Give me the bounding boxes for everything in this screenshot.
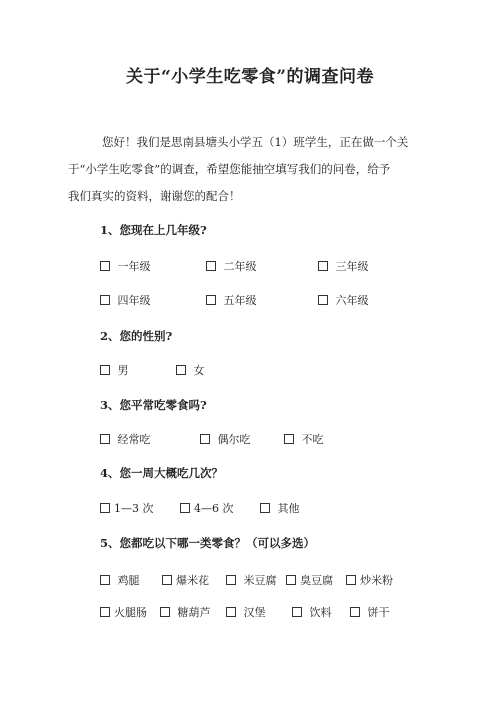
- checkbox-icon[interactable]: [292, 607, 302, 617]
- question-snack-types: 5、您都吃以下哪一类零食？（可以多选）: [100, 536, 315, 550]
- checkbox-icon[interactable]: [176, 365, 186, 375]
- checkbox-icon[interactable]: [226, 607, 236, 617]
- option-ham-sausage[interactable]: 火腿肠: [100, 604, 147, 620]
- checkbox-icon[interactable]: [100, 607, 110, 617]
- intro-paragraph: [68, 129, 420, 210]
- option-hamburger[interactable]: 汉堡: [226, 604, 266, 620]
- checkbox-icon[interactable]: [180, 503, 190, 513]
- checkbox-icon[interactable]: [100, 503, 110, 513]
- option-other[interactable]: 其他: [260, 500, 300, 516]
- question-times-per-week: 4、您一周大概吃几次？: [100, 466, 224, 480]
- checkbox-icon[interactable]: [200, 434, 210, 444]
- intro-line: 于“小学生吃零食”的调查，希望您能抽空填写我们的问卷，给予: [68, 162, 391, 176]
- option-never[interactable]: 不吃: [284, 431, 324, 447]
- option-sometimes[interactable]: 偶尔吃: [200, 431, 251, 447]
- option-fried-rice-noodle[interactable]: 炒米粉: [346, 572, 393, 588]
- question-grade: 1、您现在上几年级?: [100, 223, 207, 237]
- option-popcorn[interactable]: 爆米花: [162, 572, 209, 588]
- option-rice-tofu[interactable]: 米豆腐: [226, 572, 277, 588]
- checkbox-icon[interactable]: [350, 607, 360, 617]
- option-chicken-leg[interactable]: 鸡腿: [100, 572, 140, 588]
- checkbox-icon[interactable]: [160, 607, 170, 617]
- option-1-3-times[interactable]: 1—3 次: [100, 500, 154, 516]
- checkbox-icon[interactable]: [100, 261, 110, 271]
- intro-line: 您好！我们是思南县塘头小学五（1）班学生，正在做一个关: [102, 135, 409, 149]
- option-drink[interactable]: 饮料: [292, 604, 332, 620]
- option-grade-5[interactable]: 五年级: [206, 292, 257, 308]
- option-grade-3[interactable]: 三年级: [318, 258, 369, 274]
- checkbox-icon[interactable]: [162, 575, 172, 585]
- checkbox-icon[interactable]: [260, 503, 270, 513]
- checkbox-icon[interactable]: [346, 575, 356, 585]
- checkbox-icon[interactable]: [318, 295, 328, 305]
- option-often[interactable]: 经常吃: [100, 431, 151, 447]
- option-grade-6[interactable]: 六年级: [318, 292, 369, 308]
- option-grade-2[interactable]: 二年级: [206, 258, 257, 274]
- question-frequency: 3、您平常吃零食吗?: [100, 398, 207, 412]
- checkbox-icon[interactable]: [226, 575, 236, 585]
- intro-line: 我们真实的资料，谢谢您的配合！: [68, 189, 241, 203]
- question-gender: 2、您的性别?: [100, 329, 173, 343]
- checkbox-icon[interactable]: [100, 365, 110, 375]
- checkbox-icon[interactable]: [206, 295, 216, 305]
- option-female[interactable]: 女: [176, 362, 205, 378]
- checkbox-icon[interactable]: [286, 575, 296, 585]
- checkbox-icon[interactable]: [100, 295, 110, 305]
- checkbox-icon[interactable]: [206, 261, 216, 271]
- option-4-6-times[interactable]: 4—6 次: [180, 500, 234, 516]
- checkbox-icon[interactable]: [318, 261, 328, 271]
- option-candied-haws[interactable]: 糖葫芦: [160, 604, 211, 620]
- option-stinky-tofu[interactable]: 臭豆腐: [286, 572, 333, 588]
- page-title: 关于“小学生吃零食”的调查问卷: [125, 67, 375, 87]
- option-grade-4[interactable]: 四年级: [100, 292, 151, 308]
- checkbox-icon[interactable]: [100, 434, 110, 444]
- option-biscuit[interactable]: 饼干: [350, 604, 390, 620]
- checkbox-icon[interactable]: [284, 434, 294, 444]
- checkbox-icon[interactable]: [100, 575, 110, 585]
- option-male[interactable]: 男: [100, 362, 129, 378]
- option-grade-1[interactable]: 一年级: [100, 258, 151, 274]
